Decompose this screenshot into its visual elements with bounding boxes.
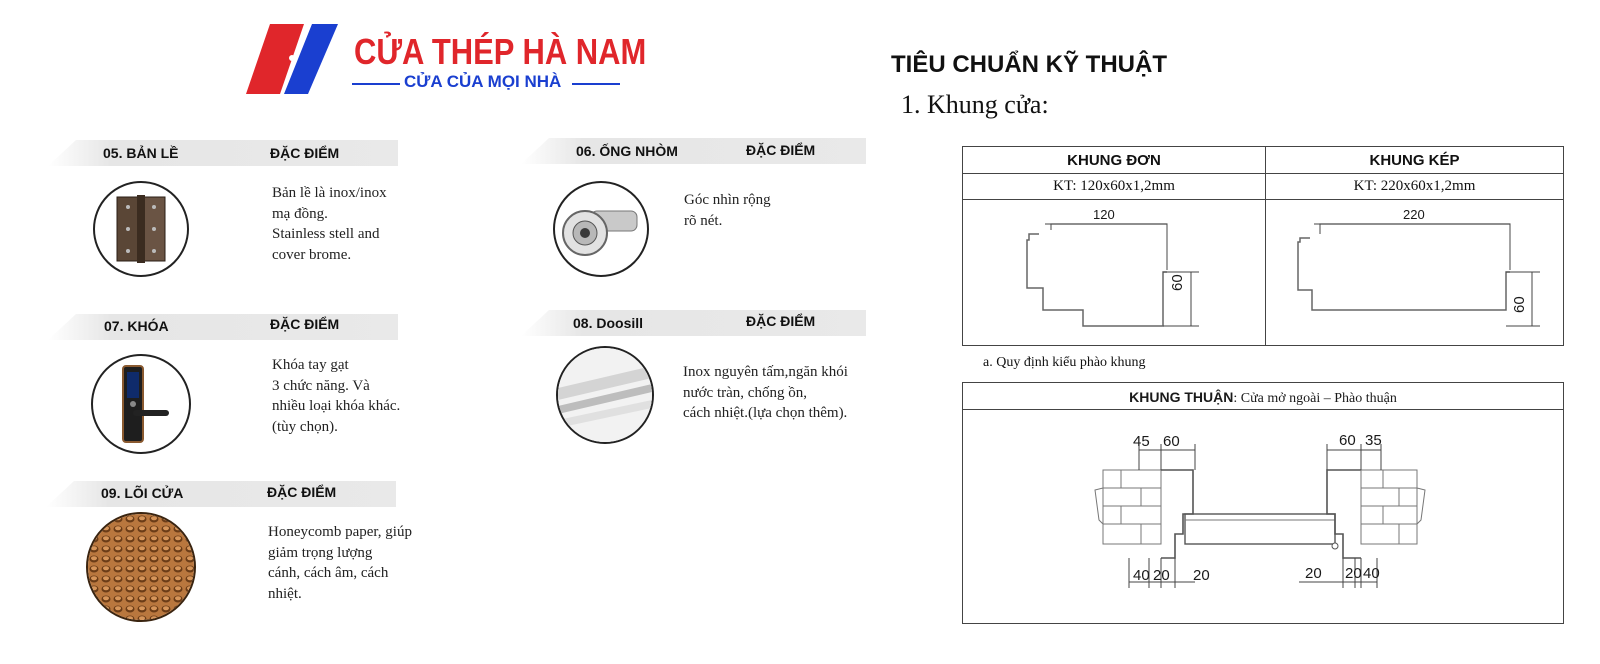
table-rule: [963, 173, 1563, 174]
dim-top-left-2: 60: [1163, 433, 1180, 450]
feature-description: Góc nhìn rộng rõ nét.: [684, 192, 771, 229]
dimension-label-width: 220: [1403, 207, 1425, 222]
feature-heading: ĐẶC ĐIỂM: [746, 313, 816, 329]
brand-name: CỬA THÉP HÀ NAM: [354, 31, 647, 72]
brand-tagline: CỬA CỦA MỌI NHÀ: [404, 72, 562, 91]
feature-description: Honeycomb paper, giúp giảm trọng lượng cánh, cách âm, cách nhiệt.: [268, 524, 412, 602]
dim-bottom-left-2: 20: [1153, 567, 1170, 584]
feature-heading: ĐẶC ĐIỂM: [746, 142, 816, 158]
dimension-label-height: 60: [1511, 296, 1528, 313]
dimension-label-width: 120: [1093, 207, 1115, 222]
dim-bottom-right-3: 40: [1363, 565, 1380, 582]
feature-label: 06. ỐNG NHÒM: [576, 143, 678, 159]
feature-label: 09. LÕI CỬA: [101, 485, 184, 501]
installation-title-bold: KHUNG THUẬN: [1129, 389, 1234, 405]
feature-heading: ĐẶC ĐIỂM: [270, 316, 340, 332]
feature-description: Inox nguyên tấm,ngăn khói nước tràn, chống ồn, cách nhiệt.(lựa chọn thêm).: [683, 364, 848, 421]
column-header-single: KHUNG ĐƠN: [1067, 152, 1161, 169]
dim-top-right-1: 60: [1339, 432, 1356, 449]
feature-description: Khóa tay gạt 3 chức năng. Và nhiều loại khóa khác. (tùy chọn).: [272, 357, 401, 435]
installation-box: [962, 382, 1564, 624]
feature-label: 07. KHÓA: [104, 318, 169, 334]
spec-section-heading: 1. Khung cửa:: [901, 90, 1049, 119]
dim-bottom-left-3: 20: [1193, 567, 1210, 584]
trim-rule-note: a. Quy định kiểu phào khung: [983, 355, 1146, 370]
installation-title-rest: : Cửa mở ngoài – Phào thuận: [1233, 391, 1397, 406]
frame-table: [962, 146, 1564, 346]
smart-lock-icon: [91, 354, 191, 454]
installation-title: [963, 389, 1563, 407]
feature-heading: ĐẶC ĐIỂM: [267, 484, 337, 500]
feature-label: 05. BẢN LỀ: [103, 145, 179, 161]
feature-band-hinge: [48, 140, 398, 166]
tagline-rule-left: [352, 83, 400, 85]
feature-band-core: [46, 481, 396, 507]
dim-top-right-2: 35: [1365, 432, 1382, 449]
honeycomb-core-icon: [86, 512, 196, 622]
door-sill-icon: [556, 346, 654, 444]
feature-band-lock: [48, 314, 398, 340]
column-header-double: KHUNG KÉP: [1369, 152, 1460, 169]
dim-top-left-1: 45: [1133, 433, 1150, 450]
feature-heading: ĐẶC ĐIỂM: [270, 145, 340, 161]
installation-diagram: [963, 410, 1563, 622]
dim-bottom-right-1: 20: [1305, 565, 1322, 582]
hinge-icon: [93, 181, 189, 277]
frame-size-double: KT: 220x60x1,2mm: [1353, 178, 1476, 194]
frame-size-single: KT: 120x60x1,2mm: [1053, 178, 1175, 194]
feature-label: 08. Doosill: [573, 315, 644, 331]
feature-description: Bản lề là inox/inox mạ đồng. Stainless stell and cover brome.: [272, 185, 387, 263]
spec-title: TIÊU CHUẨN KỸ THUẬT: [891, 51, 1167, 78]
tagline-rule-right: [572, 83, 620, 85]
door-viewer-icon: [553, 181, 649, 277]
dim-bottom-left-1: 40: [1133, 567, 1150, 584]
dim-bottom-right-2: 20: [1345, 565, 1362, 582]
dimension-label-height: 60: [1169, 274, 1186, 291]
brand-logo-icon: [246, 24, 338, 94]
